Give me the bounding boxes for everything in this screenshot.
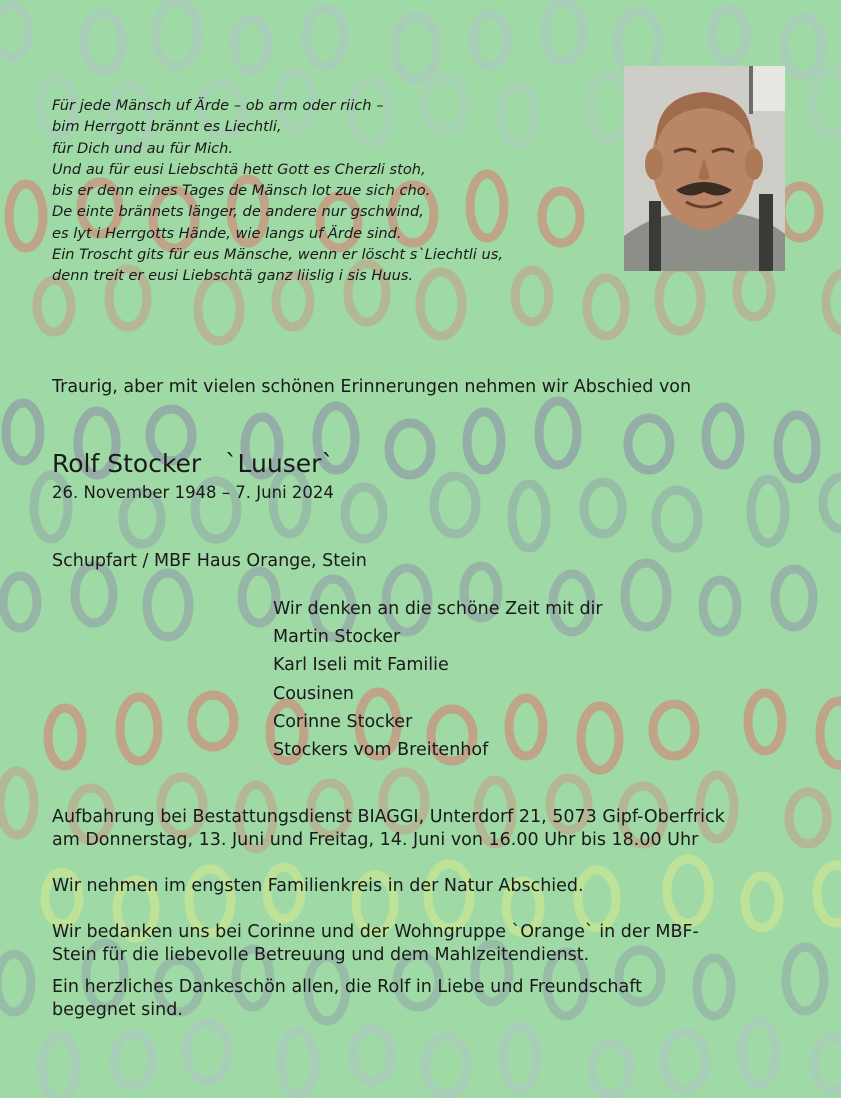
poem: [52, 95, 612, 287]
mourners-list: [273, 595, 603, 764]
poem-line: denn treit er eusi Liebschtä ganz liislig i sis Huus.: [52, 267, 414, 285]
deceased-name: Rolf Stocker `Luuser`: [52, 449, 334, 478]
life-dates: 26. November 1948 – 7. Juni 2024: [52, 483, 334, 502]
poem-line: bis er denn eines Tages de Mänsch lot zue sich cho.: [52, 182, 431, 200]
viewing-line: Aufbahrung bei Bestattungsdienst BIAGGI, Unterdorf 21, 5073 Gipf-Oberfrick: [52, 807, 725, 827]
viewing-line: am Donnerstag, 13. Juni und Freitag, 14. Juni von 16.00 Uhr bis 18.00 Uhr: [52, 830, 699, 850]
farewell-text: Wir nehmen im engsten Familienkreis in der Natur Abschied.: [52, 876, 584, 896]
mourner-line: Karl Iseli mit Familie: [273, 655, 449, 676]
poem-line: De einte brännets länger, de andere nur gschwind,: [52, 203, 424, 221]
thanks-line: Stein für die liebevolle Betreuung und dem Mahlzeitendienst.: [52, 945, 590, 965]
intro-text: Traurig, aber mit vielen schönen Erinnerungen nehmen wir Abschied von: [52, 377, 692, 397]
mourner-line: Cousinen: [273, 683, 354, 704]
mourner-line: Martin Stocker: [273, 627, 401, 648]
mourner-line: Corinne Stocker: [273, 711, 413, 732]
poem-line: Und au für eusi Liebschtä hett Gott es Cherzli stoh,: [52, 160, 426, 178]
poem-line: Ein Troscht gits für eus Mänsche, wenn er löscht s`Liechtli us,: [52, 246, 503, 264]
viewing-info: [52, 806, 725, 852]
closing-thanks: [52, 976, 642, 1022]
thanks-line: Ein herzliches Dankeschön allen, die Rolf in Liebe und Freundschaft: [52, 977, 642, 997]
residence: Schupfart / MBF Haus Orange, Stein: [52, 551, 367, 571]
poem-line: für Dich und au für Mich.: [52, 139, 234, 157]
poem-line: Für jede Mänsch uf Ärde – ob arm oder riich –: [52, 97, 384, 114]
portrait-photo: [624, 66, 785, 271]
poem-line: es lyt i Herrgotts Hände, wie langs uf Ärde sind.: [52, 224, 402, 242]
mourner-line: Wir denken an die schöne Zeit mit dir: [273, 599, 603, 619]
thanks-line: begegnet sind.: [52, 1000, 183, 1020]
mourner-line: Stockers vom Breitenhof: [273, 740, 489, 761]
thanks-text: [52, 921, 699, 967]
thanks-line: Wir bedanken uns bei Corinne und der Wohngruppe `Orange` in der MBF-: [52, 922, 699, 942]
poem-line: bim Herrgott brännt es Liechtli,: [52, 118, 282, 136]
